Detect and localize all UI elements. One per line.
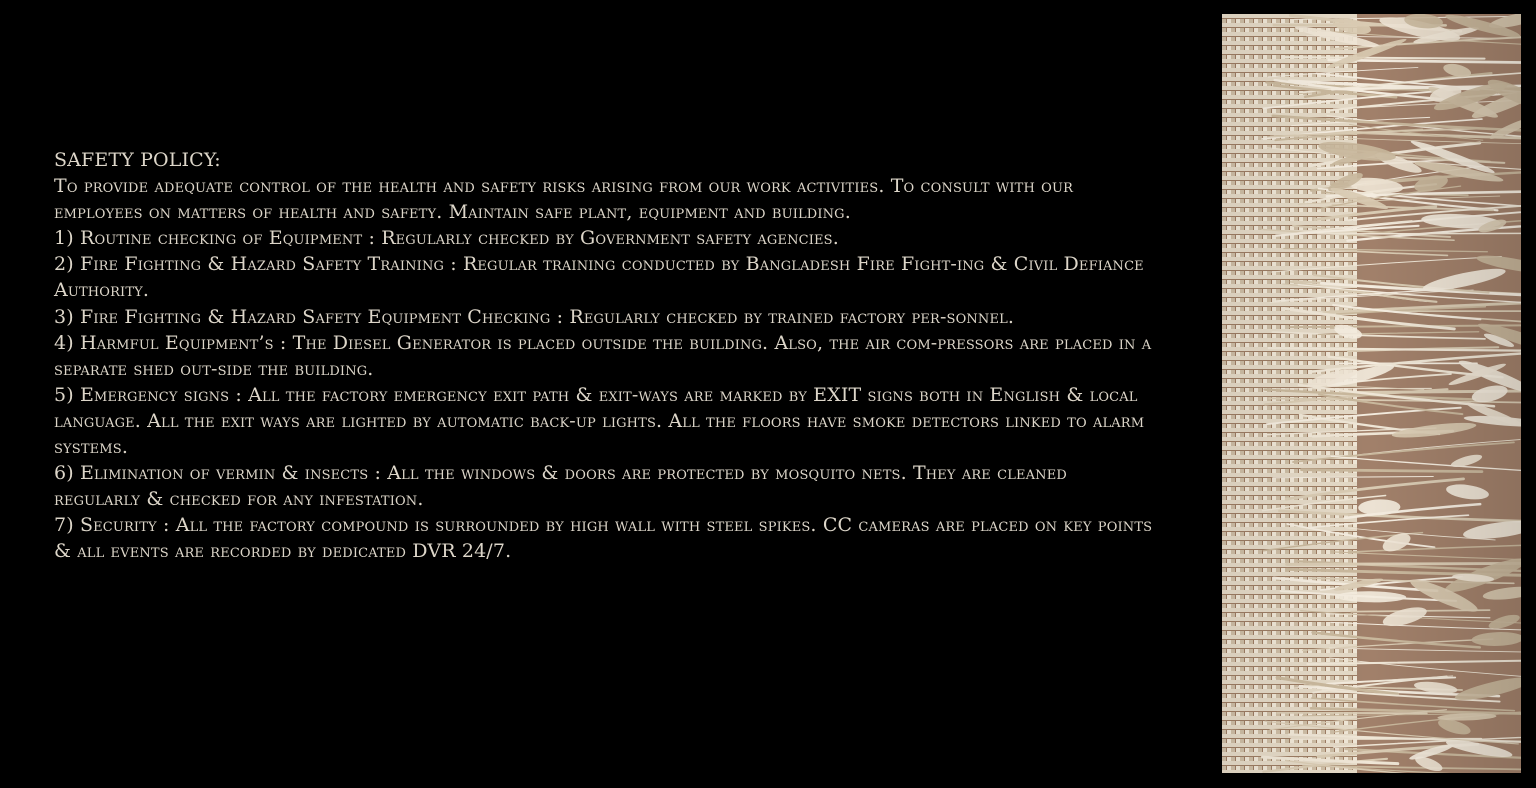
policy-item-4: 4) Harmful Equipment’s : The Diesel Generator is placed outside the building. Also, the air com-pressors are placed in a separate shed out-side the building. (54, 331, 1152, 380)
woven-fiber-image (1222, 14, 1521, 773)
policy-item-3: 3) Fire Fighting & Hazard Safety Equipment Checking : Regularly checked by trained factory per-sonnel. (54, 305, 1015, 328)
policy-item-1: 1) Routine checking of Equipment : Regularly checked by Government safety agencies. (54, 227, 839, 250)
policy-item-2: 2) Fire Fighting & Hazard Safety Training : Regular training conducted by Bangladesh Fire Fight-ing & Civil Defiance Authority. (54, 253, 1144, 302)
policy-item-5: 5) Emergency signs : All the factory emergency exit path & exit-ways are marked by EXIT signs both in English & local language. All the exit ways are lighted by automatic back-up lights. All the floors have smoke detectors linked to alarm systems. (54, 383, 1145, 459)
safety-policy-text (54, 147, 1159, 565)
policy-item-6: 6) Elimination of vermin & insects : All the windows & doors are protected by mosquito nets. They are cleaned regularly & checked for any infestation. (54, 462, 1067, 511)
policy-intro: To provide adequate control of the health and safety risks arising from our work activities. To consult with our employees on matters of health and safety. Maintain safe plant, equipment and building. (54, 175, 1074, 224)
policy-item-7: 7) Security : All the factory compound is surrounded by high wall with steel spikes. CC cameras are placed on key points & all events are recorded by dedicated DVR 24/7. (54, 514, 1153, 563)
woven-fiber-photo (1222, 14, 1521, 773)
policy-heading: SAFETY POLICY: (54, 149, 221, 171)
